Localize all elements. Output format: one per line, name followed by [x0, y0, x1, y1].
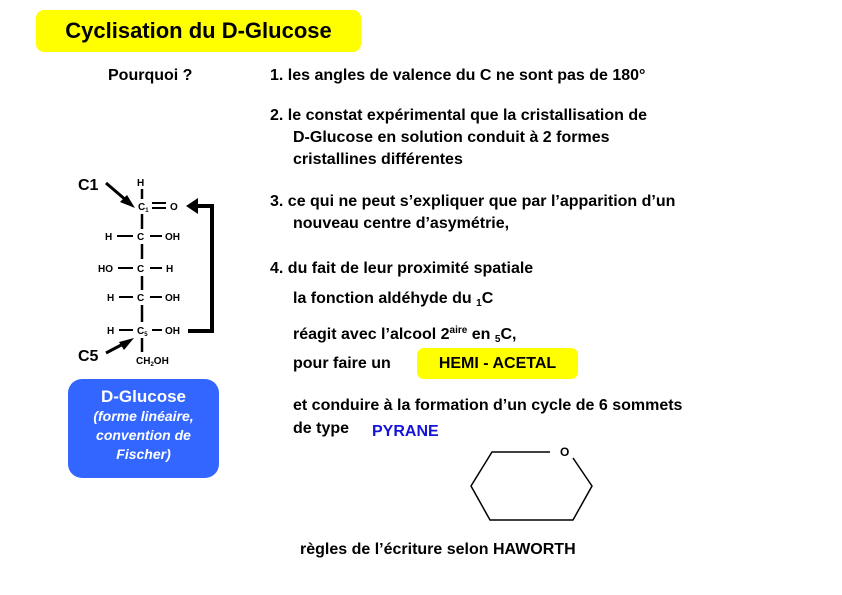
- point-4-line-4: pour faire un: [293, 355, 391, 372]
- atom-c1: [138, 202, 149, 214]
- atom-ch2oh: [136, 356, 169, 368]
- point-3-line-1: 3. ce qui ne peut s’expliquer que par l’apparition d’un: [270, 193, 676, 210]
- point-3-line-2: nouveau centre d’asymétrie,: [293, 215, 510, 232]
- d-glucose-box: [68, 379, 219, 478]
- point-4-line-3-mid: en: [467, 326, 495, 343]
- row5-left: H: [107, 326, 115, 337]
- hemi-acetal-badge: HEMI - ACETAL: [417, 348, 578, 379]
- point-4-line-1: 4. du fait de leur proximité spatiale: [270, 260, 534, 277]
- row5-c-atom: C: [137, 326, 145, 337]
- d-glucose-desc-3: Fischer): [116, 446, 171, 462]
- point-2-line-3: cristallines différentes: [293, 151, 463, 168]
- point-4-line-3-end: C,: [500, 326, 517, 343]
- point-4-line-2-text: la fonction aldéhyde du: [293, 290, 477, 307]
- ch2oh-sub: 2: [150, 362, 154, 368]
- row3-c: C: [137, 264, 145, 275]
- row4-left: H: [107, 293, 115, 304]
- atom-c1-sub: 1: [145, 208, 149, 214]
- row5-c: [137, 326, 148, 338]
- atom-c1-c: C: [138, 202, 146, 213]
- row4-right: OH: [165, 293, 180, 304]
- row3-left: HO: [98, 264, 113, 275]
- atom-h-top: H: [137, 178, 145, 189]
- row5-c-sub: 5: [144, 332, 148, 338]
- row2-c: C: [137, 232, 145, 243]
- row5-right: OH: [165, 326, 180, 337]
- atom-o-aldehyde: O: [170, 202, 178, 213]
- d-glucose-desc-2: convention de: [96, 427, 191, 443]
- row3-right: H: [166, 264, 174, 275]
- c1-label: C1: [78, 177, 99, 194]
- d-glucose-desc-1: (forme linéaire,: [93, 408, 194, 424]
- point-4-line-2-sub: 1: [476, 298, 482, 309]
- haworth-rule: règles de l’écriture selon HAWORTH: [300, 541, 576, 558]
- point-2-line-2: D-Glucose en solution conduit à 2 formes: [293, 129, 610, 146]
- point-2-line-1: 2. le constat expérimental que la cristallisation de: [270, 107, 648, 124]
- page-title: Cyclisation du D-Glucose: [36, 10, 361, 52]
- cyclisation-bracket-arrow: [186, 198, 212, 331]
- point-5-line-1: et conduire à la formation d’un cycle de 6 sommets: [293, 397, 683, 414]
- question-label: Pourquoi ?: [108, 67, 193, 84]
- c5-arrow: [106, 338, 134, 353]
- d-glucose-name: D-Glucose: [100, 387, 187, 406]
- ring-oxygen: O: [560, 445, 570, 459]
- c5-label: C5: [78, 348, 99, 365]
- row2-left: H: [105, 232, 113, 243]
- point-4-line-3-text: réagit avec l’alcool 2: [293, 326, 450, 343]
- point-4-line-2-end: C: [481, 290, 494, 307]
- pyrane-label: PYRANE: [372, 423, 439, 440]
- point-4-line-3-sup: aire: [449, 325, 468, 336]
- row2-right: OH: [165, 232, 180, 243]
- point-4-line-3-sub: 5: [494, 334, 501, 345]
- pyrane-ring: [471, 445, 592, 520]
- row4-c: C: [137, 293, 145, 304]
- ch2oh-ch: CH: [136, 356, 151, 367]
- c1-arrow: [106, 183, 135, 208]
- point-5-line-2: de type: [293, 420, 350, 437]
- ch2oh-oh: OH: [153, 356, 169, 367]
- point-1: 1. les angles de valence du C ne sont pas de 180°: [270, 67, 646, 84]
